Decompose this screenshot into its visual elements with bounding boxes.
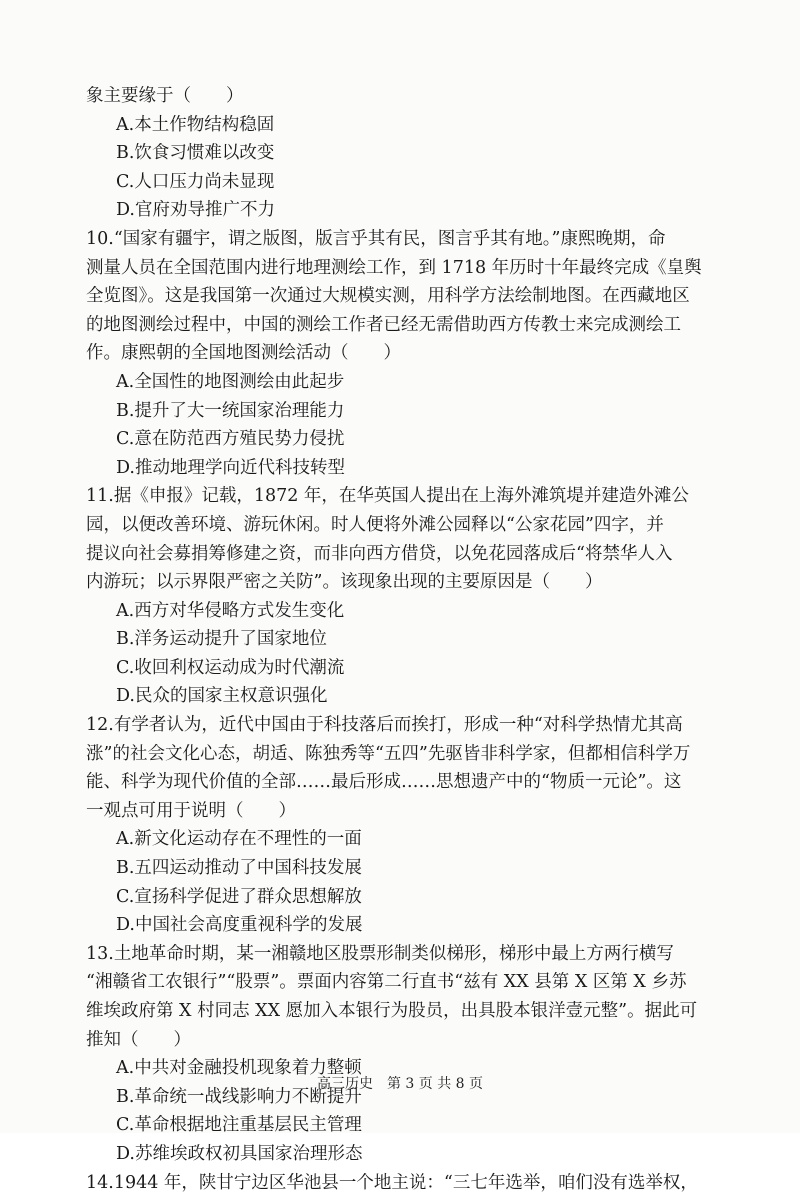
question-stem-line: 13.土地革命时期，某一湘赣地区股票形制类似梯形，梯形中最上方两行横写 [86, 943, 674, 964]
option-d: D.苏维埃政权初具国家治理形态 [116, 1143, 363, 1164]
option-a: A.新文化运动存在不理性的一面 [116, 829, 362, 850]
question-stem-line: 涨”的社会文化心态，胡适、陈独秀等“五四”先驱皆非科学家，但都相信科学万 [86, 743, 691, 764]
question-stem-line: 内游玩；以示界限严密之关防”。该现象出现的主要原因是（ ） [86, 572, 603, 593]
question-9-tail [86, 82, 726, 225]
question-stem-line: 园，以便改善环境、游玩休闲。时人便将外滩公园释以“公家花园”四字，并 [86, 514, 664, 535]
question-stem-line: “湘赣省工农银行”“股票”。票面内容第二行直书“兹有 XX 县第 X 区第 X 乡苏 [86, 972, 687, 993]
question-12 [86, 711, 726, 940]
option-b: B.洋务运动提升了国家地位 [116, 629, 327, 650]
option-b: B.饮食习惯难以改变 [116, 143, 275, 164]
option-a: A.中共对金融投机现象着力整顿 [116, 1058, 362, 1079]
question-stem-line: 全览图》。这是我国第一次通过大规模实测，用科学方法绘制地图。在西藏地区 [86, 286, 690, 307]
option-d: D.中国社会高度重视科学的发展 [116, 915, 363, 936]
question-11 [86, 482, 726, 711]
option-b: B.五四运动推动了中国科技发展 [116, 858, 362, 879]
question-stem-line: 12.有学者认为，近代中国由于科技落后而挨打，形成一种“对科学热情尤其高 [86, 715, 683, 736]
question-13 [86, 940, 726, 1169]
option-d: D.民众的国家主权意识强化 [116, 686, 328, 707]
question-stem-line: 维埃政府第 X 村同志 XX 愿加入本银行为股员，出具股本银洋壹元整”。据此可 [86, 1001, 698, 1021]
option-d: D.官府劝导推广不力 [116, 200, 275, 221]
option-b: B.提升了大一统国家治理能力 [116, 400, 345, 421]
question-stem-line: 能、科学为现代价值的全部……最后形成……思想遗产中的“物质一元论”。这 [86, 772, 682, 793]
option-c: C.收回利权运动成为时代潮流 [116, 657, 345, 678]
question-stem-line: 14.1944 年，陕甘宁边区华池县一个地主说：“三七年选举，咱们没有选举权， [86, 1172, 698, 1193]
question-stem-line: 的地图测绘过程中，中国的测绘工作者已经无需借助西方传教士来完成测绘工 [86, 314, 681, 335]
option-c: C.意在防范西方殖民势力侵扰 [116, 429, 345, 450]
question-stem-line: 提议向社会募捐筹修建之资，而非向西方借贷，以免花园落成后“将禁华人入 [86, 543, 673, 564]
option-c: C.人口压力尚未显现 [116, 171, 275, 192]
question-stem-line: 11.据《申报》记载，1872 年，在华英国人提出在上海外滩筑堤并建造外滩公 [86, 486, 689, 507]
question-stem-line: 象主要缘于（ ） [86, 86, 244, 106]
question-stem-line: 一观点可用于说明（ ） [86, 800, 296, 821]
option-c: C.宣扬科学促进了群众思想解放 [116, 886, 362, 907]
option-a: A.西方对华侵略方式发生变化 [116, 600, 345, 621]
question-14-head [86, 1169, 726, 1197]
question-stem-line: 作。康熙朝的全国地图测绘活动（ ） [86, 343, 401, 364]
question-10 [86, 225, 726, 482]
option-a: A.全国性的地图测绘由此起步 [116, 371, 345, 392]
question-content [86, 82, 726, 1197]
option-c: C.革命根据地注重基层民主管理 [116, 1115, 362, 1136]
question-stem-line: 测量人员在全国范围内进行地理测绘工作，到 1718 年历时十年最终完成《皇舆 [86, 257, 702, 278]
question-stem-line: 10.“国家有疆宇，谓之版图，版言乎其有民，图言乎其有地。”康熙晚期，命 [86, 228, 666, 249]
page-footer: 高三历史 第 3 页 共 8 页 [316, 1076, 484, 1092]
option-d: D.推动地理学向近代科技转型 [116, 457, 345, 478]
option-b: B.革命统一战线影响力不断提升 [116, 1086, 362, 1107]
question-stem-line: 推知（ ） [86, 1029, 191, 1050]
option-a: A.本土作物结构稳固 [116, 114, 275, 135]
